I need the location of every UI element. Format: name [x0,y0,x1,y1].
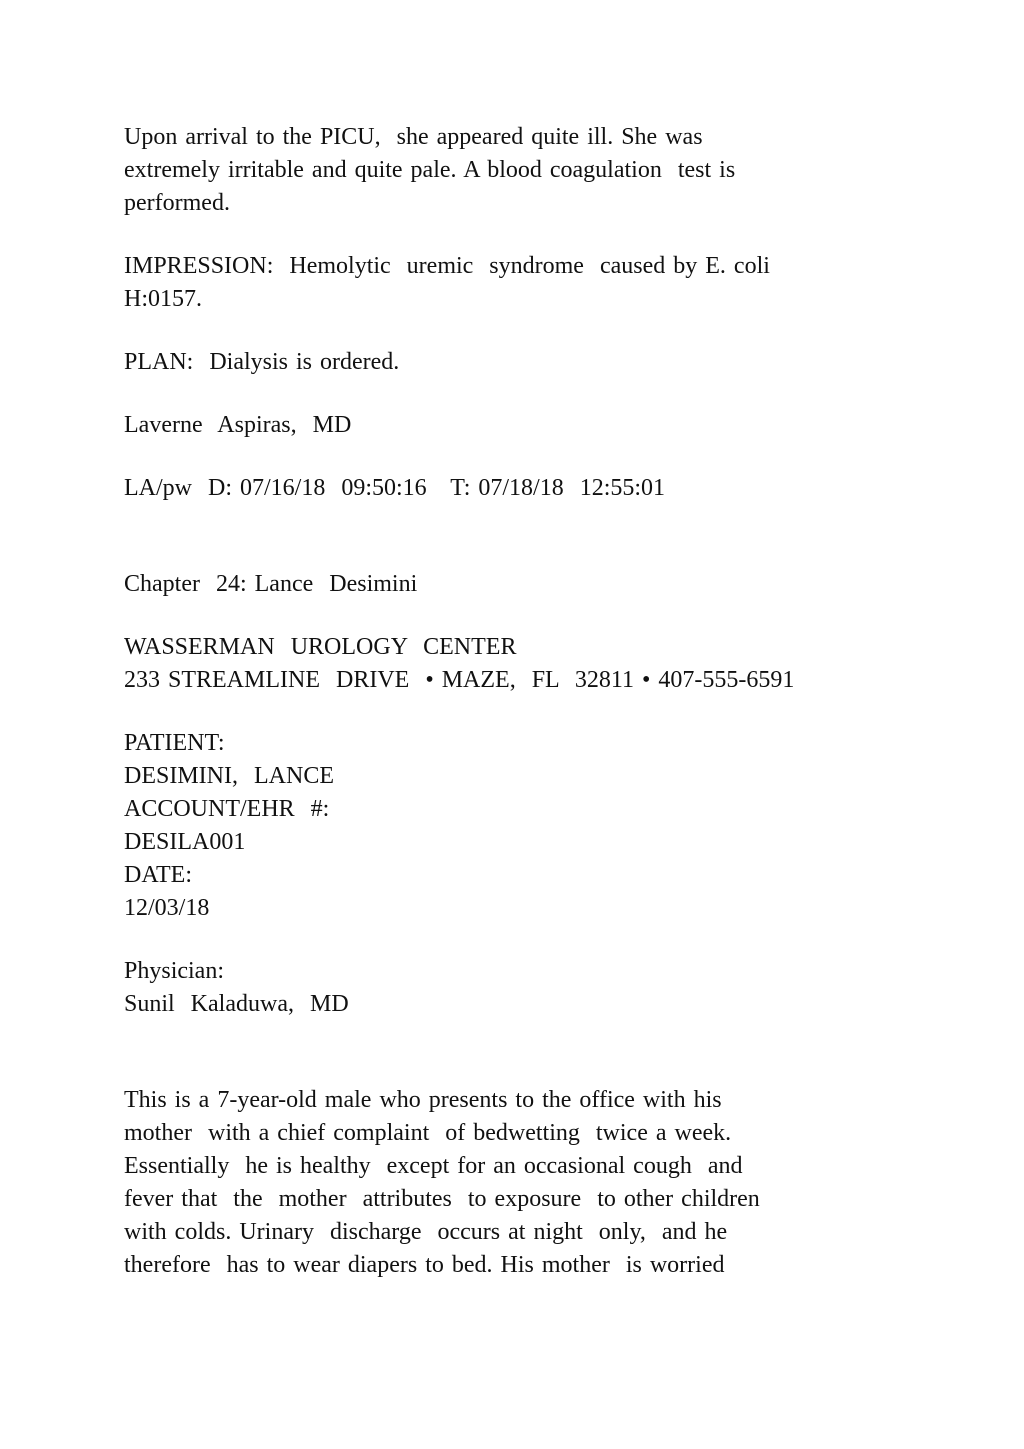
chapter-title: Chapter 24: Lance Desimini [124,571,418,597]
plan-paragraph [124,346,904,379]
intro-paragraph [124,121,904,220]
patient-info [124,727,904,925]
text-line: performed. [124,190,230,216]
text-line: Essentially he is healthy except for an occasional cough and [124,1153,743,1179]
clinic-address: 233 STREAMLINE DRIVE • MAZE, FL 32811 • 407-555-6591 [124,667,795,693]
clinic-name: WASSERMAN UROLOGY CENTER [124,634,517,660]
text-line: therefore has to wear diapers to bed. His mother is worried [124,1252,725,1278]
visit-date: 12/03/18 [124,895,210,921]
dictation-line: LA/pw D: 07/16/18 09:50:16 T: 07/18/18 12:55:01 [124,475,666,501]
physician-info [124,955,904,1021]
text-line: H:0157. [124,286,202,312]
physician-name: Sunil Kaladuwa, MD [124,991,349,1017]
account-label: ACCOUNT/EHR #: [124,796,330,822]
dictation-info [124,472,904,505]
physician-label: Physician: [124,958,224,984]
date-label: DATE: [124,862,192,888]
text-line: fever that the mother attributes to exposure to other children [124,1186,760,1212]
text-line: with colds. Urinary discharge occurs at night only, and he [124,1219,728,1245]
text-line: This is a 7-year-old male who presents to the office with his [124,1087,722,1113]
text-line: Upon arrival to the PICU, she appeared quite ill. She was [124,124,703,150]
clinic-letterhead [124,631,904,697]
plan-text: PLAN: Dialysis is ordered. [124,349,400,375]
text-line: extremely irritable and quite pale. A blood coagulation test is [124,157,736,183]
patient-label: PATIENT: [124,730,225,756]
chapter-heading [124,568,904,601]
narrative-paragraph [124,1084,904,1282]
account-number: DESILA001 [124,829,246,855]
text-line: IMPRESSION: Hemolytic uremic syndrome caused by E. coli [124,253,770,279]
physician-signature: Laverne Aspiras, MD [124,412,352,438]
patient-name: DESIMINI, LANCE [124,763,334,789]
text-line: mother with a chief complaint of bedwetting twice a week. [124,1120,732,1146]
signature-block [124,409,904,442]
impression-paragraph [124,250,904,316]
document-page [124,121,904,1282]
